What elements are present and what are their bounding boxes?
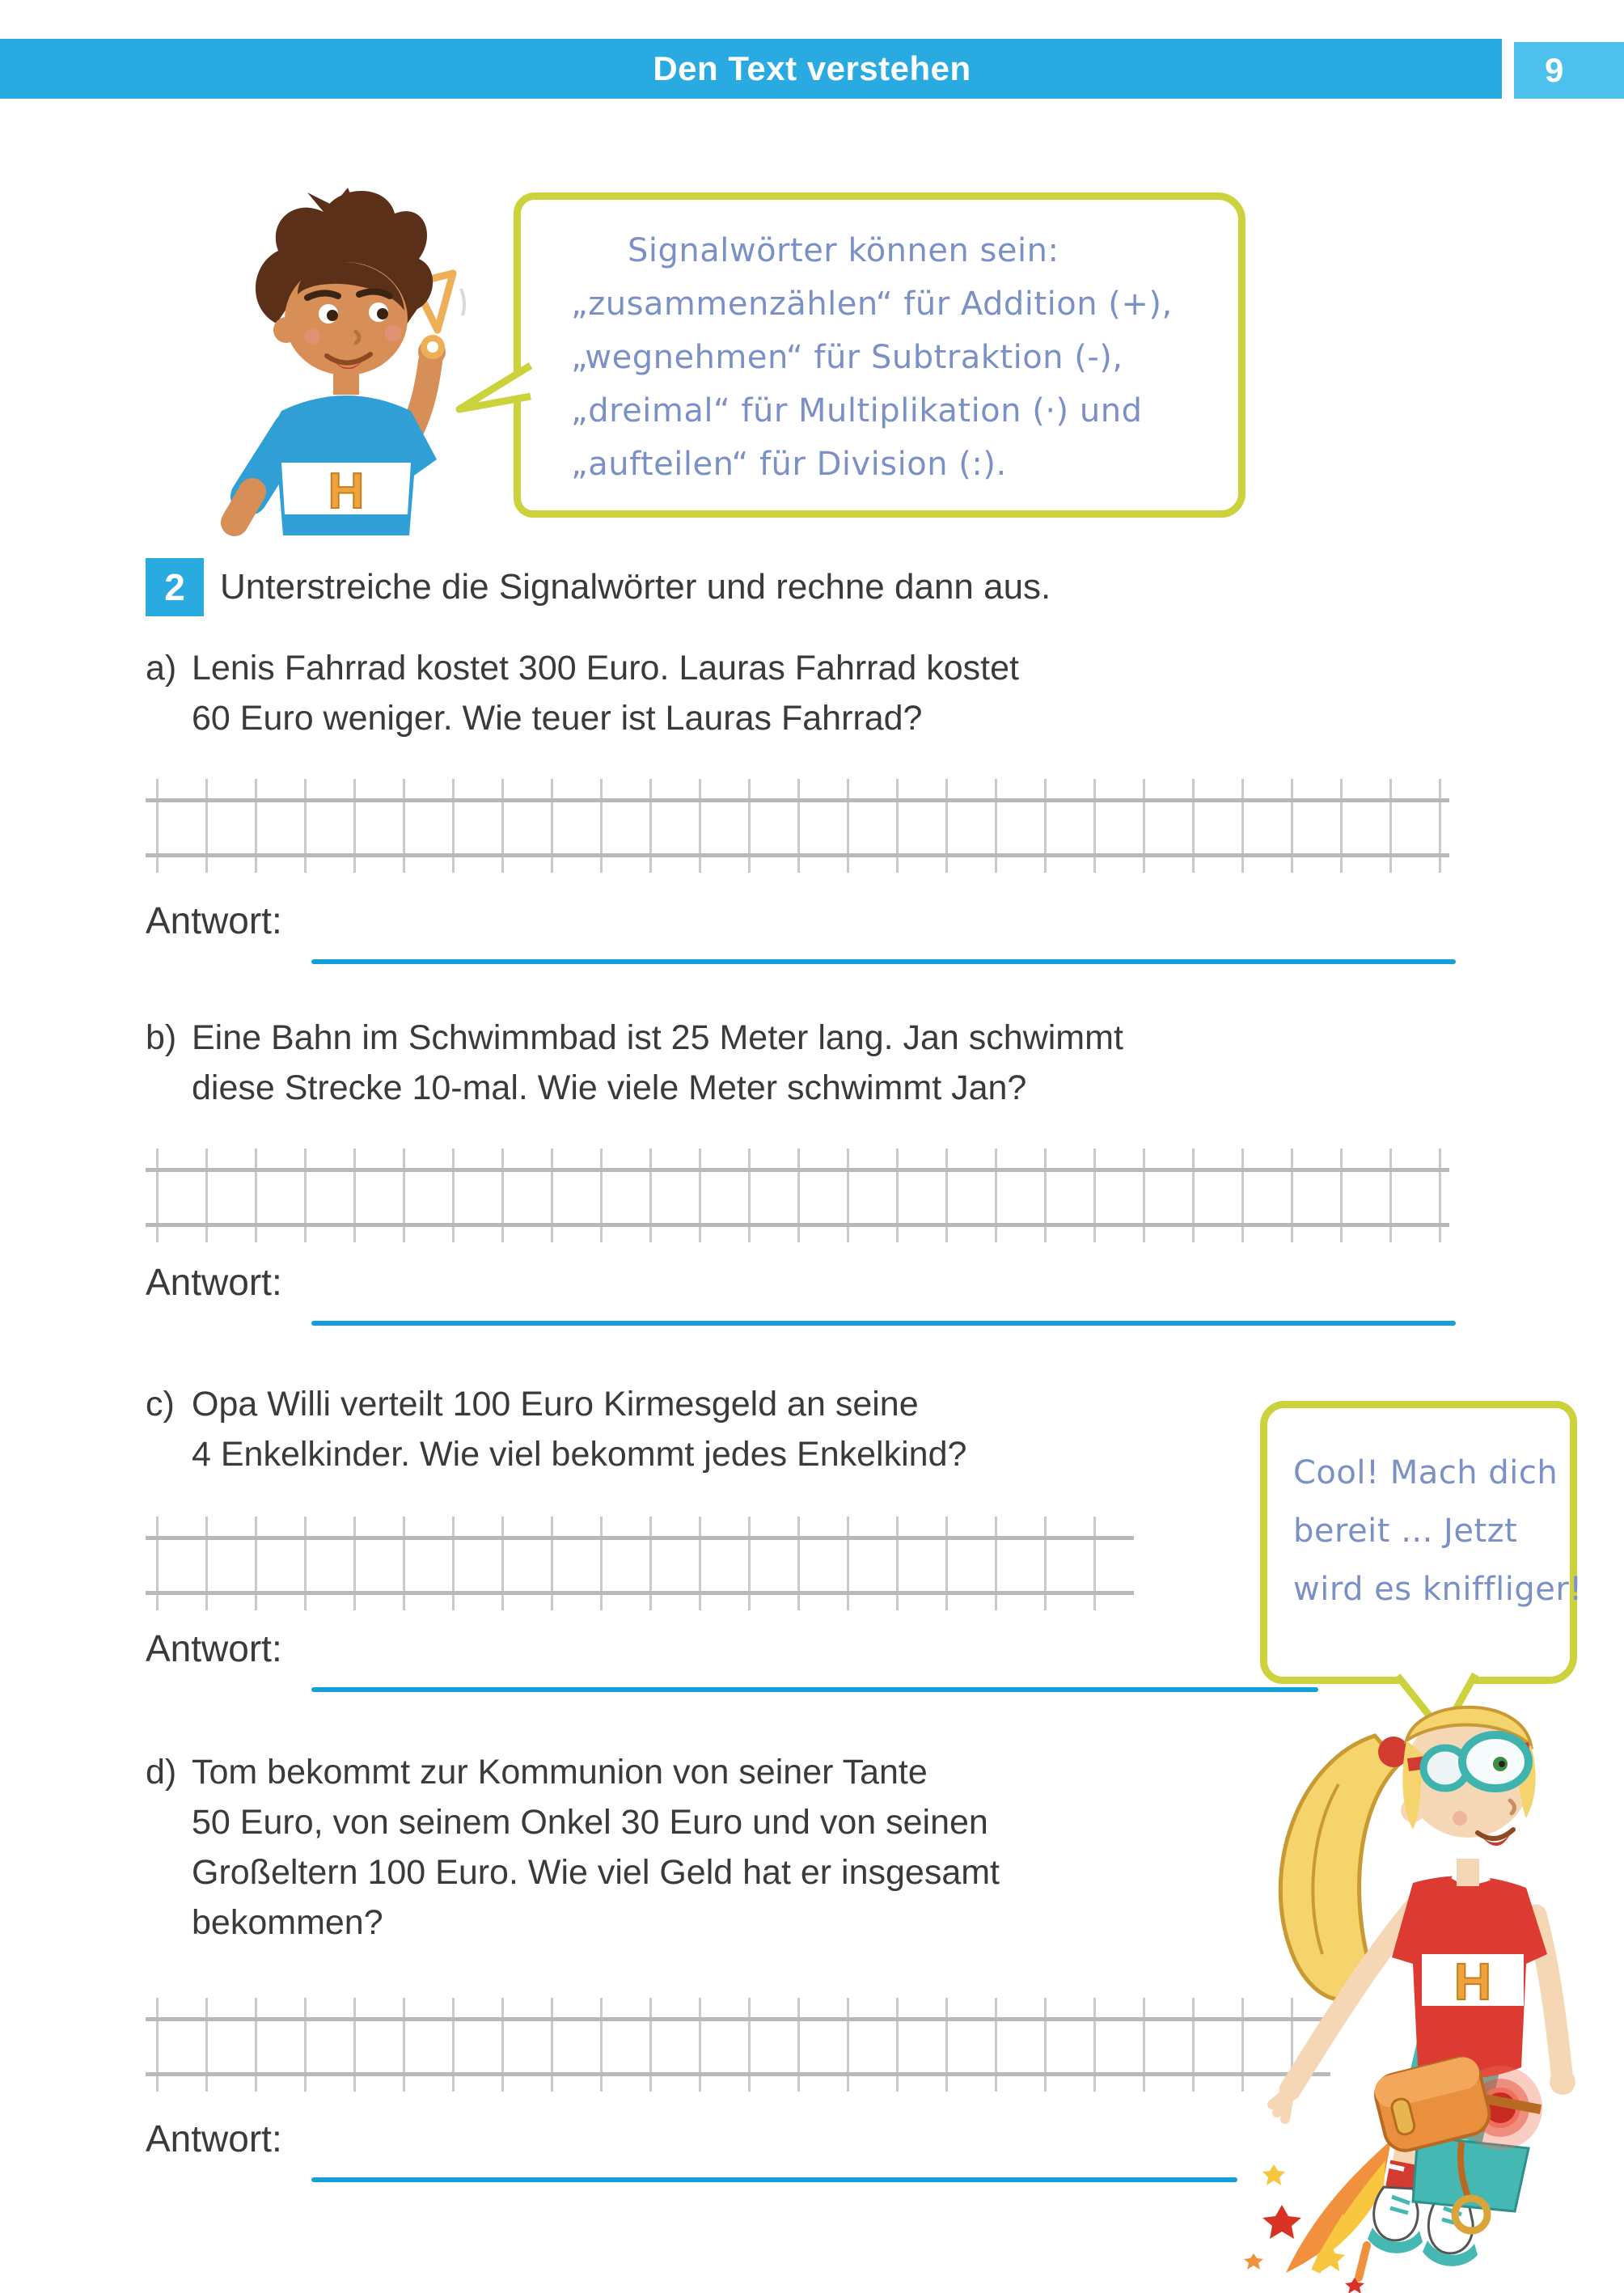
intro-bubble-line: „wegnehmen“ für Subtraktion (-),	[571, 339, 1123, 376]
answer-line-b	[311, 1321, 1456, 1326]
problem-text-line: Opa Willi verteilt 100 Euro Kirmesgeld an seine	[192, 1385, 919, 1424]
intro-bubble-line: „dreimal“ für Multiplikation (·) und	[571, 392, 1143, 429]
answer-label-a: Antwort:	[146, 899, 282, 941]
problem-d-text	[146, 1747, 1000, 1948]
side-bubble-line: Cool! Mach dich	[1293, 1454, 1558, 1491]
problem-text-line: 50 Euro, von seinem Onkel 30 Euro und von seinen	[192, 1803, 988, 1842]
side-speech-bubble	[1260, 1401, 1583, 1684]
problem-text-line: diese Strecke 10-mal. Wie viele Meter schwimmt Jan?	[192, 1068, 1027, 1107]
girl-head	[1401, 1707, 1536, 1886]
girl-character-illustration	[1225, 1687, 1613, 2286]
boy-shirt	[256, 396, 437, 535]
side-bubble-line: bereit ... Jetzt	[1293, 1512, 1518, 1550]
problem-a-text	[146, 643, 1019, 743]
problem-label: c)	[146, 1385, 175, 1424]
calc-grid-b	[146, 1149, 1449, 1242]
page-title: Den Text verstehen	[653, 49, 971, 87]
problem-c-text	[146, 1379, 966, 1479]
problem-text-line: 4 Enkelkinder. Wie viel bekommt jedes Enkelkind?	[192, 1435, 967, 1474]
boy-shirt-letter: H	[328, 463, 365, 519]
intro-speech-bubble	[514, 192, 1245, 518]
problem-text-line: Großeltern 100 Euro. Wie viel Geld hat er insgesamt	[192, 1853, 1000, 1892]
girl-ponytail	[1280, 1736, 1409, 1999]
problem-b-text	[146, 1013, 1123, 1113]
side-bubble-line: wird es kniffliger!	[1293, 1571, 1583, 1608]
intro-bubble-line: „aufteilen“ für Division (:).	[571, 446, 1007, 483]
problem-text-line: bekommen?	[192, 1903, 383, 1942]
boy-head	[256, 188, 433, 375]
problem-label: b)	[146, 1018, 177, 1057]
problem-text-line: 60 Euro weniger. Wie teuer ist Lauras Fahrrad?	[192, 699, 923, 738]
problem-label: d)	[146, 1753, 177, 1792]
boy-neck	[333, 369, 359, 395]
exercise-number-badge: 2	[146, 558, 204, 616]
answer-label-c: Antwort:	[146, 1627, 282, 1669]
girl-shirt	[1392, 1875, 1547, 2079]
problem-text-line: Tom bekommt zur Kommunion von seiner Tante	[192, 1753, 928, 1792]
problem-text-line: Eine Bahn im Schwimmbad ist 25 Meter lang. Jan schwimmt	[192, 1018, 1123, 1057]
answer-line-a	[311, 959, 1456, 964]
calc-grid-a	[146, 779, 1449, 873]
calc-grid-d	[146, 1998, 1330, 2092]
rocket-flame-icon	[1244, 2140, 1391, 2293]
intro-bubble-line: „zusammenzählen“ für Addition (+),	[571, 286, 1173, 323]
answer-line-c	[311, 1687, 1318, 1692]
problem-text-line: Lenis Fahrrad kostet 300 Euro. Lauras Fahrrad kostet	[192, 649, 1019, 687]
page-number-badge: 9	[1514, 42, 1624, 99]
exercise-instruction: Unterstreiche die Signalwörter und rechne dann aus.	[220, 567, 1051, 607]
problem-label: a)	[146, 649, 177, 687]
intro-bubble-line: Signalwörter können sein:	[628, 232, 1059, 269]
answer-label-b: Antwort:	[146, 1261, 282, 1303]
boy-character-illustration	[220, 188, 471, 535]
intro-bubble-tail	[451, 362, 532, 427]
answer-line-d	[311, 2177, 1237, 2182]
girl-shirt-letter: H	[1453, 1952, 1492, 2011]
answer-label-d: Antwort:	[146, 2117, 282, 2160]
calc-grid-c	[146, 1517, 1134, 1610]
